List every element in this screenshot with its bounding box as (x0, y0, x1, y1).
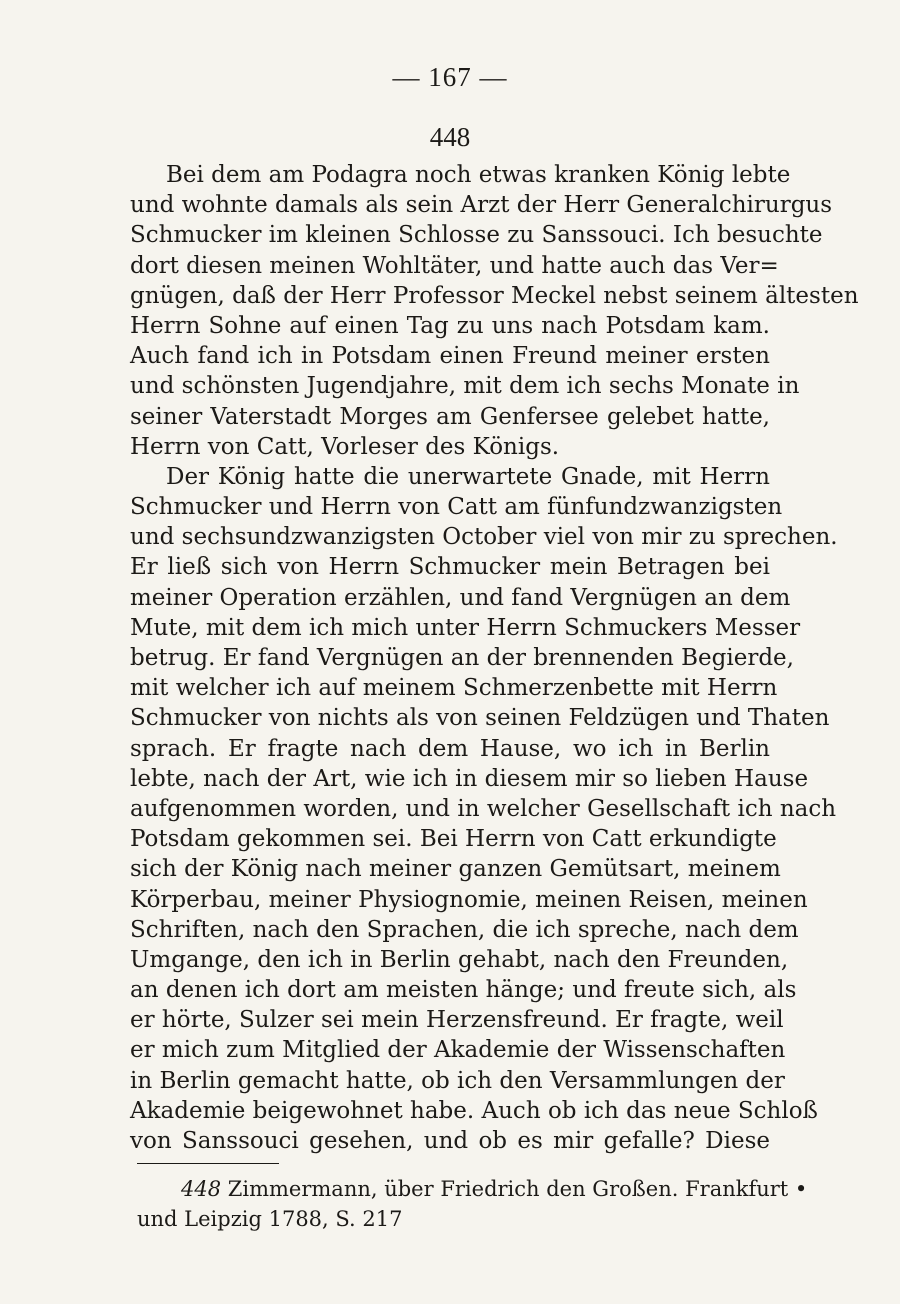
footnote-number: 448 (181, 1177, 222, 1201)
body-text (130, 160, 859, 1156)
footnote-line (137, 1174, 808, 1204)
text-line: Auch fand ich in Potsdam einen Freund meiner ersten (130, 343, 770, 370)
text-line: gnügen, daß der Herr Professor Meckel nebst seinem ältesten (130, 282, 859, 309)
text-line: Schmucker von nichts als von seinen Feldzügen und Thaten (130, 705, 830, 732)
footnote-divider (137, 1163, 279, 1164)
text-line: betrug. Er fand Vergnügen an der brennenden Begierde, (130, 645, 794, 671)
footnote (137, 1174, 808, 1234)
text-line: und schönsten Jugendjahre, mit dem ich sechs Monate in (130, 373, 800, 400)
text-line: und sechsundzwanzigsten October viel von mir zu sprechen. (130, 524, 838, 551)
footnote-line: und Leipzig 1788, S. 217 (137, 1207, 403, 1231)
text-line: Mute, mit dem ich mich unter Herrn Schmuckers Messer (130, 614, 801, 641)
text-line: und wohnte damals als sein Arzt der Herr Generalchirurgus (130, 192, 833, 219)
text-line: Herrn von Catt, Vorleser des Königs. (130, 433, 560, 460)
text-line: sprach. Er fragte nach dem Hause, wo ich in Berlin (130, 735, 770, 762)
text-line: sich der König nach meiner ganzen Gemütsart, meinem (130, 856, 781, 883)
text-line: von Sanssouci gesehen, und ob es mir gefalle? Diese (130, 1128, 770, 1154)
text-line: Schmucker und Herrn von Catt am fünfundzwanzigsten (130, 494, 783, 521)
text-line: in Berlin gemacht hatte, ob ich den Versammlungen der (130, 1067, 785, 1094)
text-line: meiner Operation erzählen, und fand Vergnügen an dem (130, 584, 791, 611)
text-line: Schriften, nach den Sprachen, die ich spreche, nach dem (130, 916, 799, 943)
text-line: an denen ich dort am meisten hänge; und freute sich, als (130, 977, 797, 1004)
text-line: er hörte, Sulzer sei mein Herzensfreund. Er fragte, weil (130, 1007, 784, 1034)
text-line: Bei dem am Podagra noch etwas kranken König lebte (166, 162, 791, 188)
text-line: aufgenommen worden, und in welcher Gesellschaft ich nach (130, 795, 837, 822)
text-line: Schmucker im kleinen Schlosse zu Sanssouci. Ich besuchte (130, 222, 823, 249)
text-line: seiner Vaterstadt Morges am Genfersee gelebet hatte, (130, 403, 770, 430)
text-line: mit welcher ich auf meinem Schmerzenbette mit Herrn (130, 675, 778, 702)
text-line: Herrn Sohne auf einen Tag zu uns nach Potsdam kam. (130, 312, 770, 339)
text-line: Umgange, den ich in Berlin gehabt, nach den Freunden, (130, 946, 789, 973)
text-line: Der König hatte die unerwartete Gnade, mit Herrn (166, 463, 770, 490)
text-line: er mich zum Mitglied der Akademie der Wissenschaften (130, 1037, 786, 1064)
note-number-heading: 448 (429, 122, 471, 152)
running-head-page-number: — 167 — (392, 62, 508, 92)
text-line: dort diesen meinen Wohltäter, und hatte auch das Ver= (130, 252, 779, 279)
text-line: lebte, nach der Art, wie ich in diesem mir so lieben Hause (130, 765, 809, 792)
text-line: Er ließ sich von Herrn Schmucker mein Betragen bei (130, 554, 770, 581)
text-line: Akademie beigewohnet habe. Auch ob ich das neue Schloß (130, 1097, 818, 1124)
text-line: Körperbau, meiner Physiognomie, meinen Reisen, meinen (130, 886, 808, 913)
footnote-text: Zimmermann, über Friedrich den Großen. Frankfurt • (227, 1177, 808, 1201)
text-line: Potsdam gekommen sei. Bei Herrn von Catt erkundigte (130, 826, 777, 853)
